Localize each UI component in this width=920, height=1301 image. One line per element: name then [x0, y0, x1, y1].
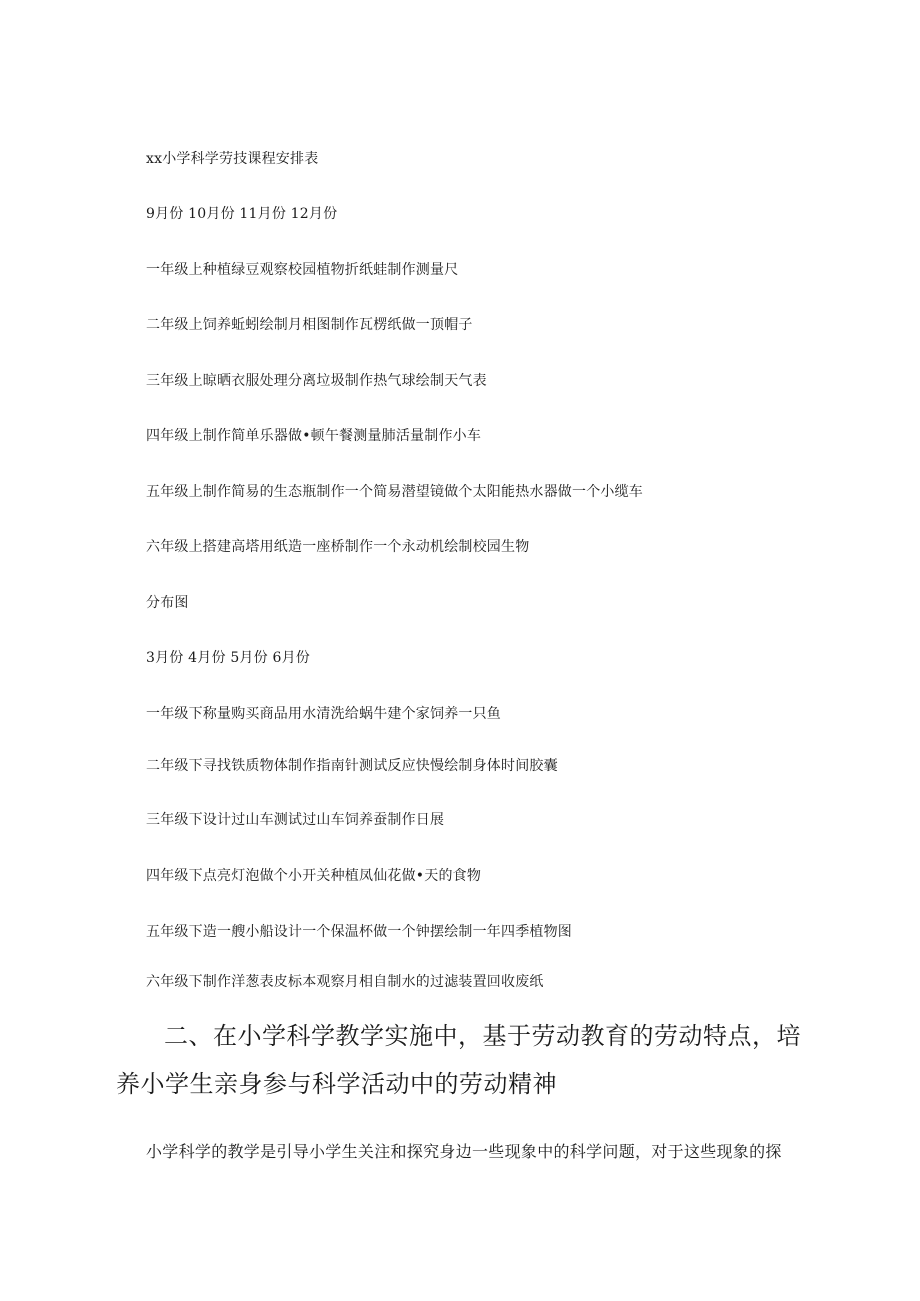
second-term-months: 3月份 4月份 5月份 6月份	[146, 650, 310, 666]
first-term-row-grade2: 二年级上饲养蚯蚓绘制月相图制作瓦楞纸做一顶帽子	[146, 317, 473, 333]
second-term-row-grade5: 五年级下造一艘小船设计一个保温杯做一个钟摆绘制一年四季植物图	[146, 924, 572, 940]
second-term-row-grade1: 一年级下称量购买商品用水清洗给蜗牛建个家饲养一只鱼	[146, 706, 501, 722]
section-heading	[116, 1012, 816, 1108]
schedule-title: xx小学科学劳技课程安排表	[146, 151, 319, 167]
first-term-row-grade5: 五年级上制作简易的生态瓶制作一个简易潜望镜做个太阳能热水器做一个小缆车	[146, 484, 643, 500]
first-term-row-grade1: 一年级上种植绿豆观察校园植物折纸蛙制作测量尺	[146, 262, 459, 278]
first-term-row-grade4: 四年级上制作简单乐器做•顿午餐测量肺活量制作小车	[146, 428, 482, 444]
section-heading-line2: 养小学生亲身参与科学活动中的劳动精神	[116, 1070, 557, 1098]
second-term-row-grade6: 六年级下制作洋葱表皮标本观察月相自制水的过滤装置回收废纸	[146, 974, 544, 990]
second-term-row-grade3: 三年级下设计过山车测试过山车饲养蚕制作日展	[146, 812, 445, 828]
second-term-row-grade4: 四年级下点亮灯泡做个小开关种植凤仙花做•天的食物	[146, 868, 482, 884]
first-term-row-grade6: 六年级上搭建高塔用纸造一座桥制作一个永动机绘制校园生物	[146, 539, 530, 555]
first-term-row-grade3: 三年级上晾晒衣服处理分离垃圾制作热气球绘制天气表	[146, 373, 487, 389]
first-term-row-grade6-continued: 分布图	[146, 595, 189, 611]
body-paragraph: 小学科学的教学是引导小学生关注和探究身边一些现象中的科学问题，对于这些现象的探	[146, 1142, 782, 1161]
first-term-months: 9月份 10月份 11月份 12月份	[146, 206, 338, 222]
section-heading-line1-text: 二、在小学科学教学实施中，基于劳动教育的劳动特点，培	[164, 1022, 801, 1050]
section-heading-line1	[116, 1012, 816, 1060]
second-term-row-grade2: 二年级下寻找铁质物体制作指南针测试反应快慢绘制身体时间胶囊	[146, 758, 558, 774]
